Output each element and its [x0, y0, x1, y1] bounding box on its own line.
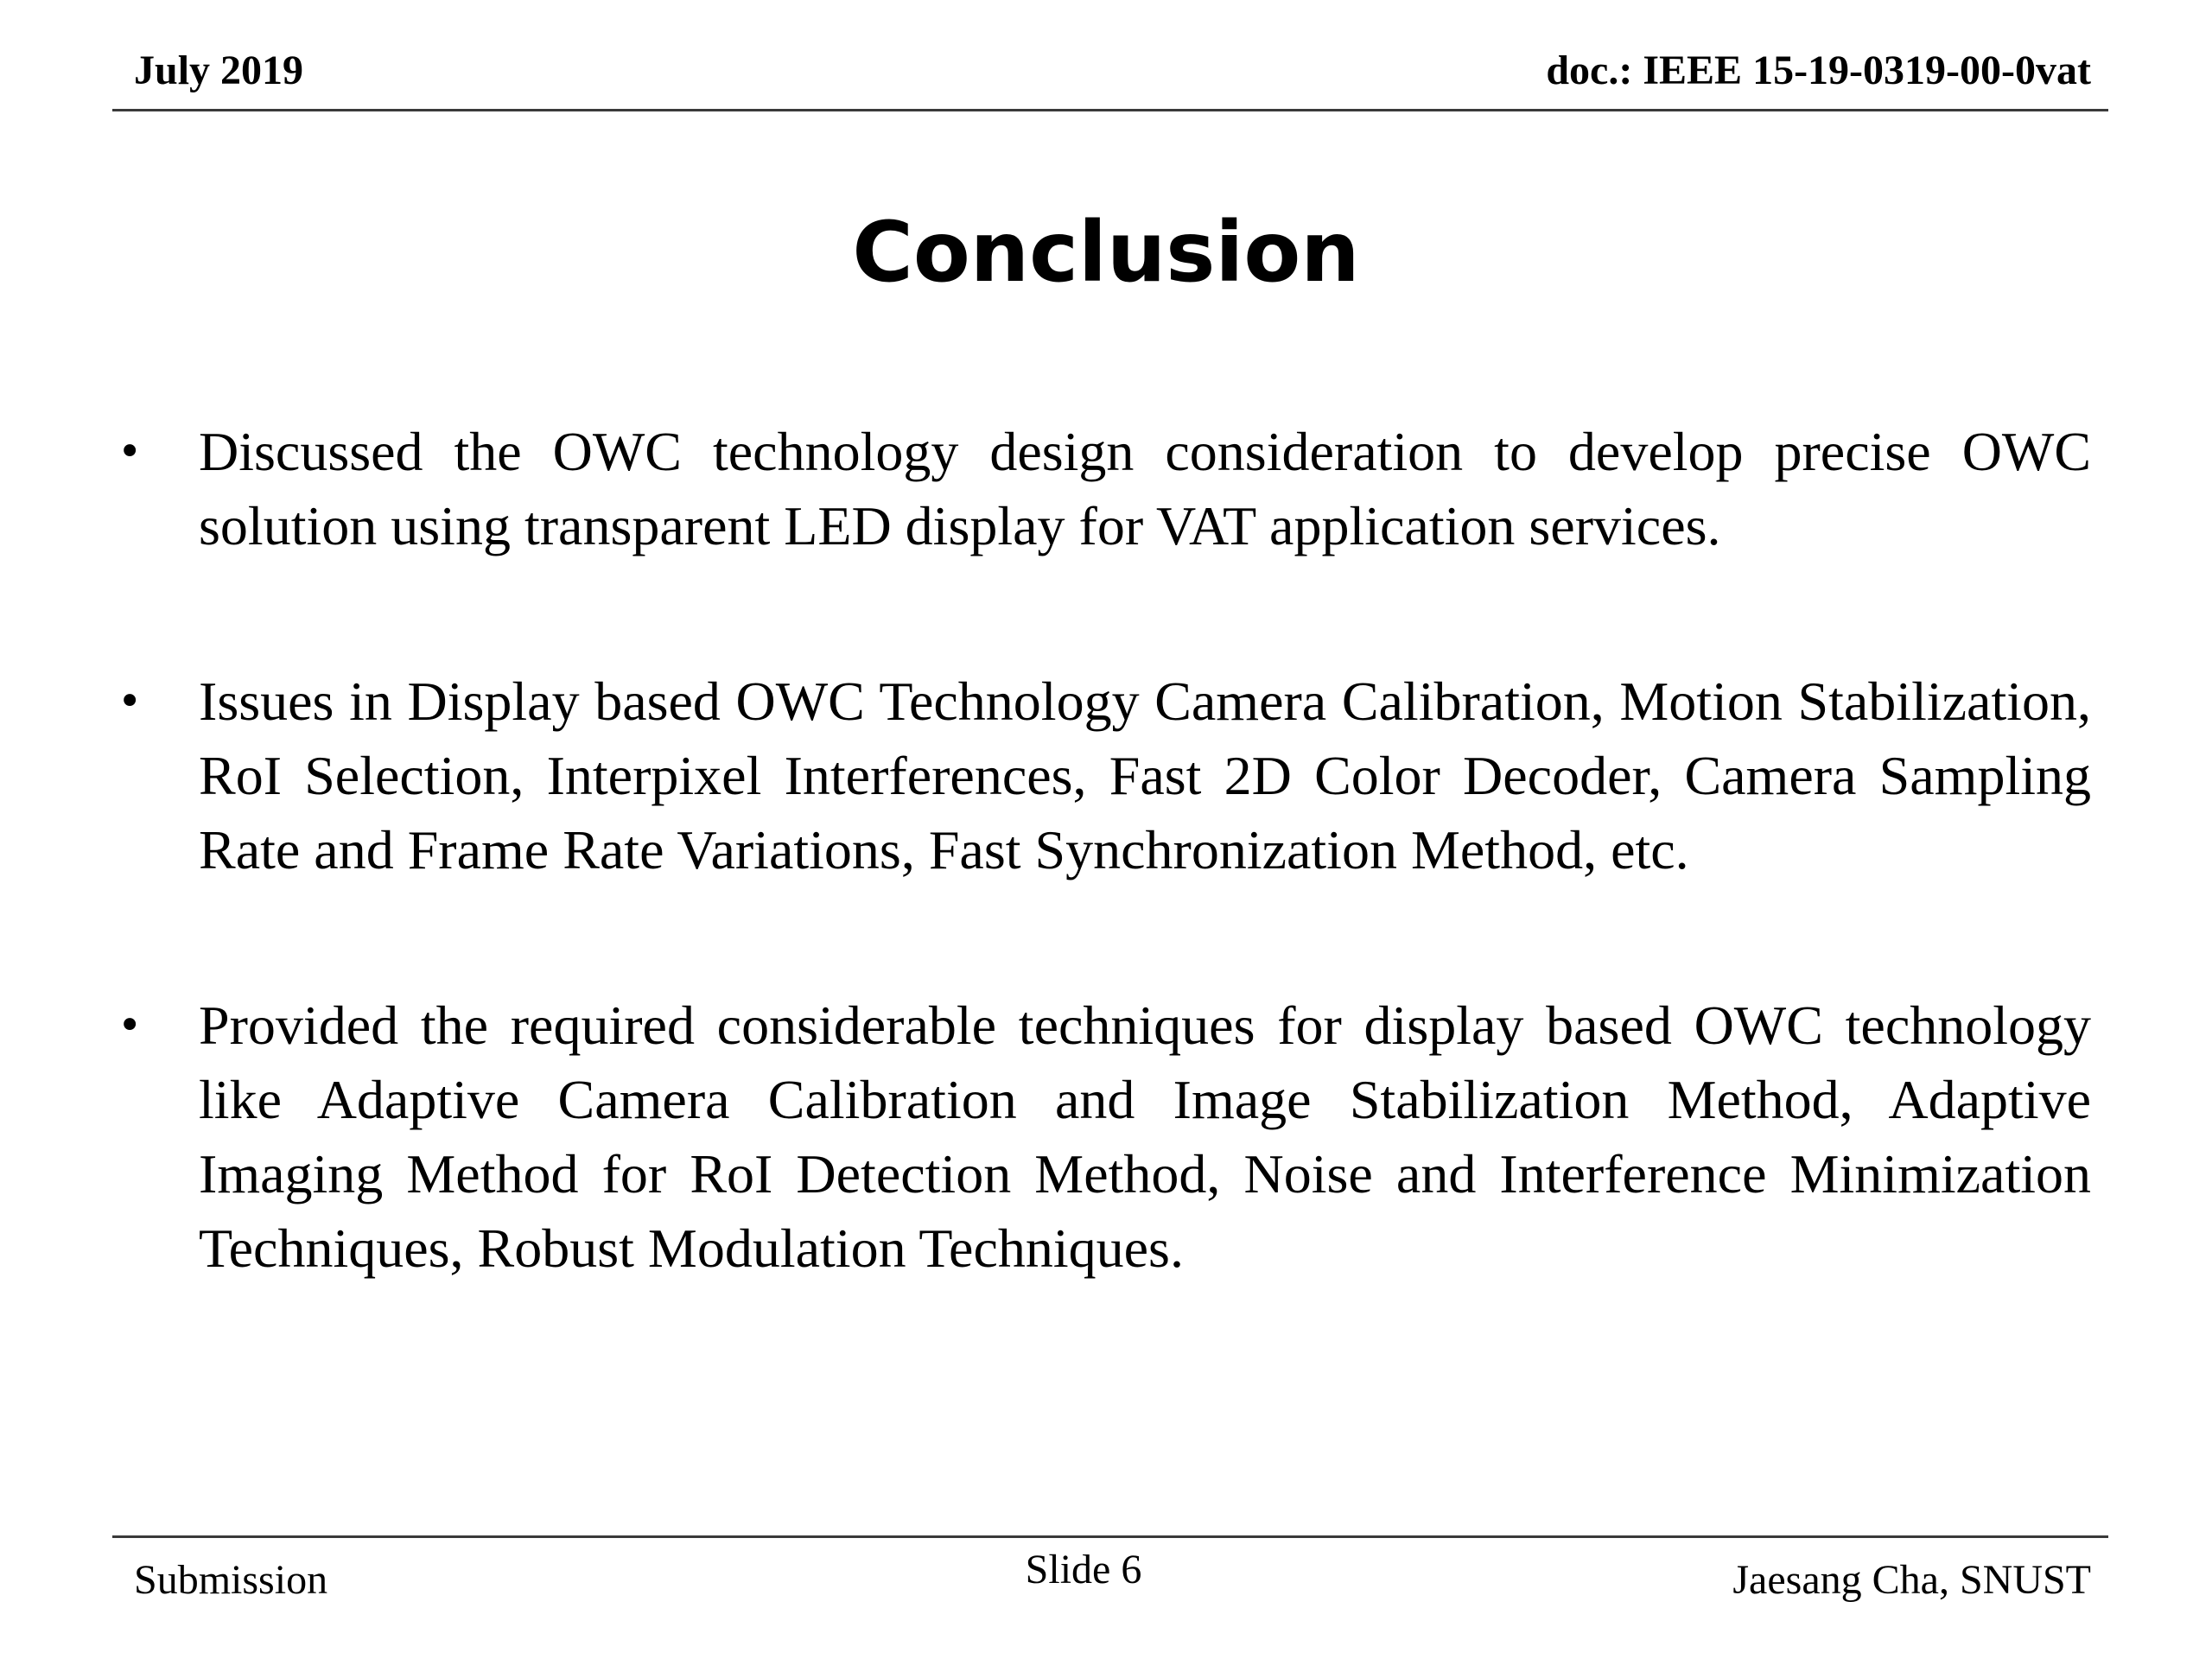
- footer-author: Jaesang Cha, SNUST: [1732, 1557, 2091, 1603]
- slide-title: Conclusion: [852, 204, 1360, 301]
- footer-submission: Submission: [134, 1557, 328, 1603]
- bullet-item: [112, 415, 2091, 563]
- bullet-marker: •: [118, 1001, 143, 1050]
- bullet-list: [112, 415, 2091, 1286]
- slide-number: Slide 6: [1025, 1547, 1142, 1592]
- footer-divider: [112, 1535, 2108, 1538]
- header-divider: [112, 109, 2108, 111]
- header-doc-id: doc.: IEEE 15-19-0319-00-0vat: [1546, 48, 2091, 93]
- bullet-text: Discussed the OWC technology design consideration to develop precise OWC solution using transparent LED display for VAT application services.: [199, 421, 2091, 556]
- bullet-text: Issues in Display based OWC Technology Camera Calibration, Motion Stabilization, RoI Selection, Interpixel Interferences, Fast 2D Color Decoder, Camera Sampling Rate and Frame Rate Variations, Fast Synchronization Method, etc.: [199, 671, 2091, 880]
- bullet-item: [112, 664, 2091, 887]
- bullet-marker: •: [118, 677, 143, 726]
- bullet-item: [112, 988, 2091, 1286]
- bullet-text: Provided the required considerable techniques for display based OWC technology like Adaptive Camera Calibration and Image Stabilization Method, Adaptive Imaging Method for RoI Detection Method, Noise and Interference Minimization Techniques, Robust Modulation Techniques.: [199, 995, 2091, 1279]
- header-date: July 2019: [134, 48, 304, 93]
- bullet-marker: •: [118, 428, 143, 476]
